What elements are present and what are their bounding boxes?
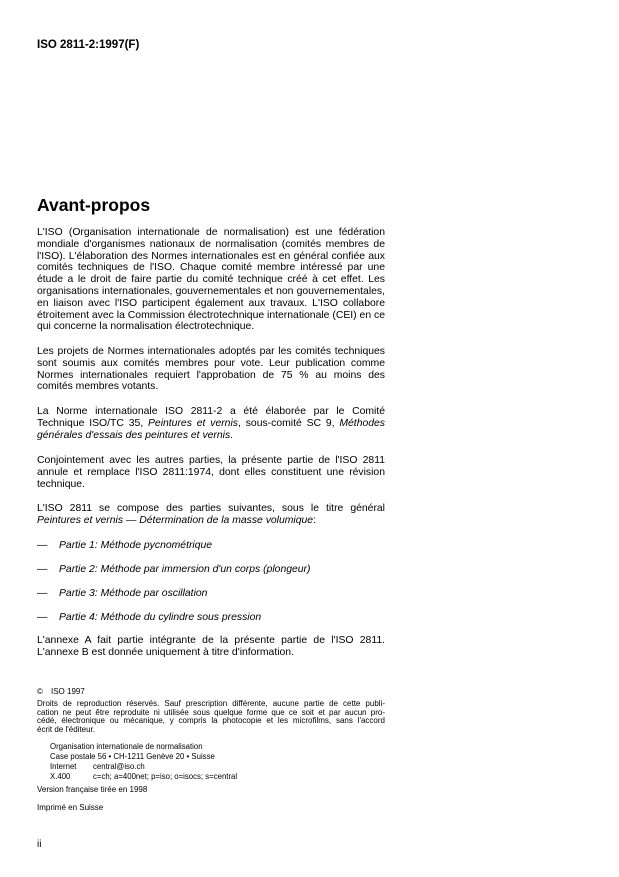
page-number: ii	[37, 839, 42, 850]
rights-notice	[37, 700, 385, 734]
edition-note: Version française tirée en 1998	[37, 785, 148, 794]
list-item-label: Partie 1: Méthode pycnométrique	[59, 540, 213, 551]
paragraph-committee-text-2: , sous-comité SC 9,	[237, 417, 340, 429]
copyright-holder: ISO 1997	[51, 687, 85, 696]
address-internet-label: Internet	[50, 762, 77, 771]
address-x400-label: X.400	[50, 772, 71, 781]
address-x400	[50, 772, 237, 782]
paragraph-committee	[37, 406, 385, 441]
paragraph-annexes: L'annexe A fait partie intégrante de la présente partie de l'ISO 2811. L'annexe B est donnée uniquement à titre d'information.	[37, 635, 385, 658]
copyright-symbol: ©	[37, 687, 43, 696]
paragraph-committee-text-1: La Norme internationale ISO 2811-2 a été élaborée par le Comité Technique ISO/TC 35,	[37, 406, 385, 429]
paragraph-parts-intro	[37, 503, 385, 527]
list-item	[37, 588, 385, 600]
address-x400-value: c=ch; a=400net; p=iso; o=isocs; s=central	[93, 772, 238, 781]
rights-line: Droits de reproduction réservés. Sauf prescription différente, aucune partie de cette publi-	[37, 699, 385, 708]
paragraph-parts-intro-colon: :	[313, 514, 316, 526]
list-dash: —	[37, 588, 48, 599]
publisher-address	[50, 742, 237, 782]
section-title: Avant-propos	[37, 195, 151, 215]
list-item	[37, 540, 385, 552]
list-item-label: Partie 4: Méthode du cylindre sous pression	[59, 612, 262, 623]
copyright-line	[37, 687, 85, 696]
address-postal: Case postale 56 • CH-1211 Genève 20 • Suisse	[50, 752, 215, 761]
paragraph-committee-title-1: Peintures et vernis	[148, 417, 238, 429]
paragraph-committee-title-2: Méthodes générales d'essais des peintures et vernis	[37, 417, 386, 441]
address-organisation: Organisation internationale de normalisation	[50, 742, 203, 751]
list-item-label: Partie 2: Méthode par immersion d'un corps (plongeur)	[59, 564, 311, 575]
rights-line: cédé, électronique ou mécanique, y compris la photocopie et les microfilms, sans l'accord	[37, 716, 385, 725]
list-dash: —	[37, 540, 48, 551]
list-dash: —	[37, 612, 48, 623]
rights-line: écrit de l'éditeur.	[37, 724, 96, 734]
document-identifier: ISO 2811-2:1997(F)	[37, 39, 140, 51]
list-item-label: Partie 3: Méthode par oscillation	[59, 588, 208, 599]
list-item	[37, 564, 385, 576]
paragraph-iso-organisation: L'ISO (Organisation internationale de normalisation) est une fédération mondiale d'organismes nationaux de normalisation (comités membres de l'ISO). L'élaboration des Normes internationales est en général confiée aux comités techniques de l'ISO. Chaque comité membre intéressé par une étude a le droit de faire partie du comité technique créé à cet effet. Les organisations internationales, gouvernementales et non gouvernementales, en liaison avec l'ISO participent également aux travaux. L'ISO collabore étroitement avec la Commission électrotechnique internationale (CEI) en ce qui concerne la normalisation électrotechnique.	[37, 227, 385, 333]
list-item	[37, 612, 385, 624]
paragraph-voting: Les projets de Normes internationales adoptés par les comités techniques sont soumis aux comités membres pour vote. Leur publication comme Normes internationales requiert l'approbation de 75 % au moins des comités membres votants.	[37, 346, 385, 393]
list-dash: —	[37, 564, 48, 575]
paragraph-committee-text-3: .	[230, 429, 234, 441]
printed-note: Imprimé en Suisse	[37, 803, 104, 812]
address-internet	[50, 762, 237, 772]
paragraph-replacement: Conjointement avec les autres parties, la présente partie de l'ISO 2811 annule et remplace l'ISO 2811:1974, dont elles constituent une révision technique.	[37, 455, 385, 490]
paragraph-parts-intro-text: L'ISO 2811 se compose des parties suivantes, sous le titre général	[37, 503, 385, 514]
address-internet-value: central@iso.ch	[93, 762, 145, 771]
rights-line: cation ne peut être reproduite ni utilisée sous quelque forme que ce soit et par aucun pro-	[37, 707, 385, 717]
paragraph-parts-intro-title: Peintures et vernis — Détermination de la masse volumique	[37, 514, 314, 526]
